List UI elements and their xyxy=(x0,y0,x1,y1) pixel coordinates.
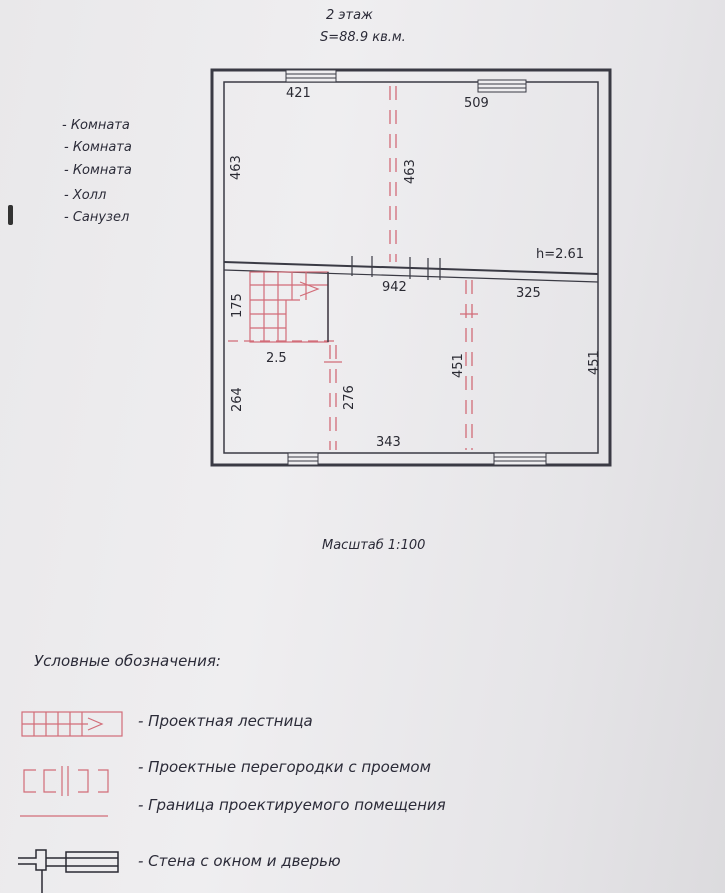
dim-right-height: 451 xyxy=(587,350,602,375)
legend-wall-symbol xyxy=(18,850,118,893)
dim-middle-room: 463 xyxy=(403,159,418,184)
dim-ceiling: h=2.61 xyxy=(536,247,585,262)
window-top-right xyxy=(478,80,526,92)
room-legend-item: - Холл xyxy=(64,188,107,203)
dim-top-left: 421 xyxy=(286,86,311,101)
partition-hall xyxy=(466,280,472,450)
dim-hall: 451 xyxy=(451,353,466,378)
legend-stair-symbol xyxy=(22,712,122,736)
area-label: S=88.9 кв.м. xyxy=(320,30,406,45)
legend-item-wall: - Стена с окном и дверью xyxy=(138,852,341,870)
dim-corridor: 942 xyxy=(382,280,407,295)
window-bottom-left xyxy=(288,453,318,465)
window-top-left xyxy=(286,70,336,82)
room-legend-item: - Комната xyxy=(64,163,132,178)
dim-stair: 175 xyxy=(230,293,245,318)
legend-item-boundary: - Граница проектируемого помещения xyxy=(138,796,446,814)
legend-title: Условные обозначения: xyxy=(34,652,221,670)
scale-label: Масштаб 1:100 xyxy=(322,538,426,553)
legend-item-stair: - Проектная лестница xyxy=(138,712,313,730)
partition-bath xyxy=(330,345,336,450)
floor-title: 2 этаж xyxy=(326,8,373,23)
dim-left-room: 463 xyxy=(229,155,244,180)
partition-top xyxy=(390,86,396,262)
dim-stair-width: 2.5 xyxy=(266,351,287,366)
dim-right-room: 325 xyxy=(516,286,541,301)
window-bottom-right xyxy=(494,453,546,465)
dim-top-right: 509 xyxy=(464,96,489,111)
legend-item-partition: - Проектные перегородки с проемом xyxy=(138,758,431,776)
room-legend-item: - Санузел xyxy=(64,210,130,225)
room-legend-item: - Комната xyxy=(64,140,132,155)
dim-hall-width: 343 xyxy=(376,435,401,450)
stair xyxy=(250,272,328,342)
dim-bath: 264 xyxy=(230,387,245,412)
legend-partition-symbol xyxy=(24,766,108,796)
dim-bath-inner: 276 xyxy=(342,385,357,410)
room-legend-item: - Комната xyxy=(62,118,130,133)
